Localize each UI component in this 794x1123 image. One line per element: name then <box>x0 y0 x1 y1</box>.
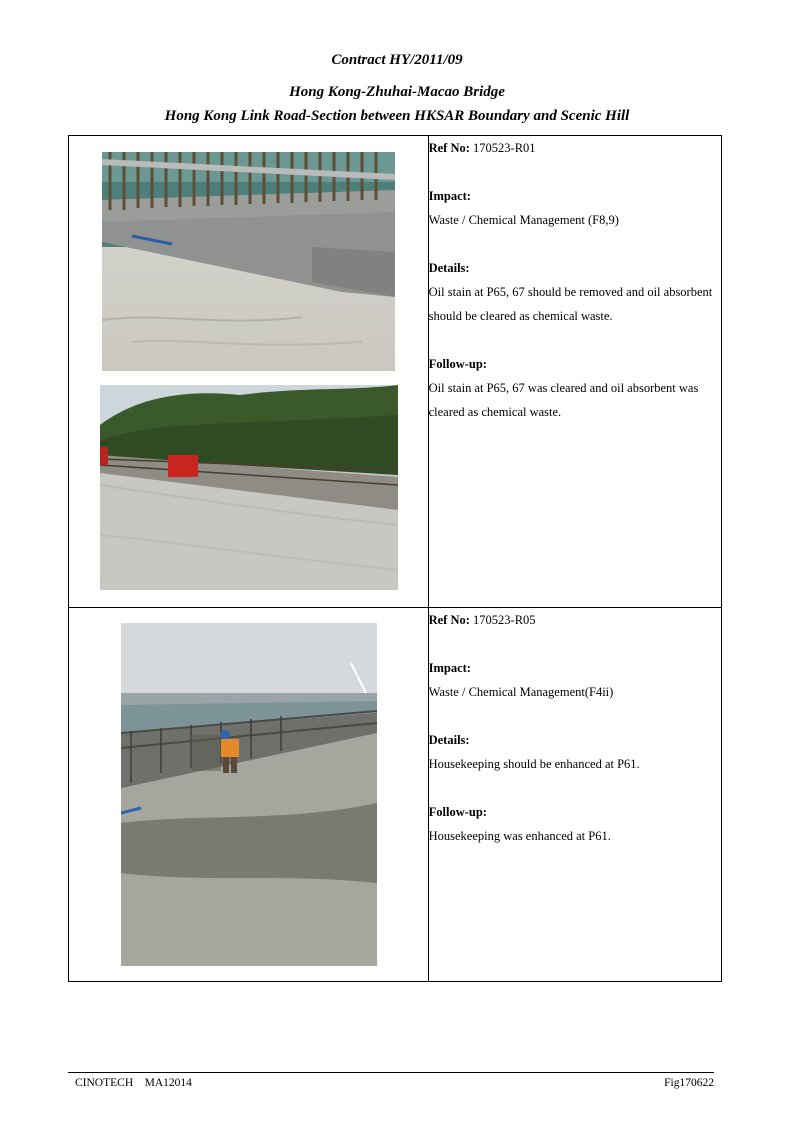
footer-left <box>75 1077 192 1089</box>
photo-cell <box>69 136 429 608</box>
impact-label: Impact: <box>428 189 471 203</box>
followup-label: Follow-up: <box>428 357 487 371</box>
contract-title: Contract HY/2011/09 <box>331 52 463 68</box>
impact-text: Waste / Chemical Management (F8,9) <box>428 213 619 227</box>
footer-rule <box>68 1072 714 1073</box>
details-label: Details: <box>428 261 470 275</box>
section-title: Hong Kong Link Road-Section between HKSAR Boundary and Scenic Hill <box>164 108 630 124</box>
details-label: Details: <box>428 733 470 747</box>
impact-label: Impact: <box>428 661 471 675</box>
details-text: Housekeeping should be enhanced at P61. <box>428 757 640 771</box>
impact-text: Waste / Chemical Management(F4ii) <box>428 685 614 699</box>
figure-number: Fig170622 <box>664 1077 714 1089</box>
site-photo-railing <box>102 152 395 371</box>
observation-table <box>68 135 722 982</box>
details-text: Oil stain at P65, 67 should be removed and oil absorbent should be cleared as chemical waste. <box>428 285 713 323</box>
record-info-cell <box>428 608 721 982</box>
followup-label: Follow-up: <box>428 805 487 819</box>
site-photo-worker <box>121 623 377 966</box>
ref-value: 170523-R01 <box>473 141 536 155</box>
record-info-cell <box>428 136 721 608</box>
ref-label: Ref No: <box>428 613 470 627</box>
photo-cell <box>69 608 429 982</box>
ref-label: Ref No: <box>428 141 470 155</box>
site-photo-hillside <box>100 385 398 590</box>
document-number: MA12014 <box>144 1077 192 1089</box>
company-name: CINOTECH <box>75 1077 134 1089</box>
followup-text: Housekeeping was enhanced at P61. <box>428 829 611 843</box>
project-title: Hong Kong-Zhuhai-Macao Bridge <box>289 84 505 100</box>
table-row <box>69 608 722 982</box>
table-row <box>69 136 722 608</box>
followup-text: Oil stain at P65, 67 was cleared and oil absorbent was cleared as chemical waste. <box>428 381 699 419</box>
ref-value: 170523-R05 <box>473 613 536 627</box>
